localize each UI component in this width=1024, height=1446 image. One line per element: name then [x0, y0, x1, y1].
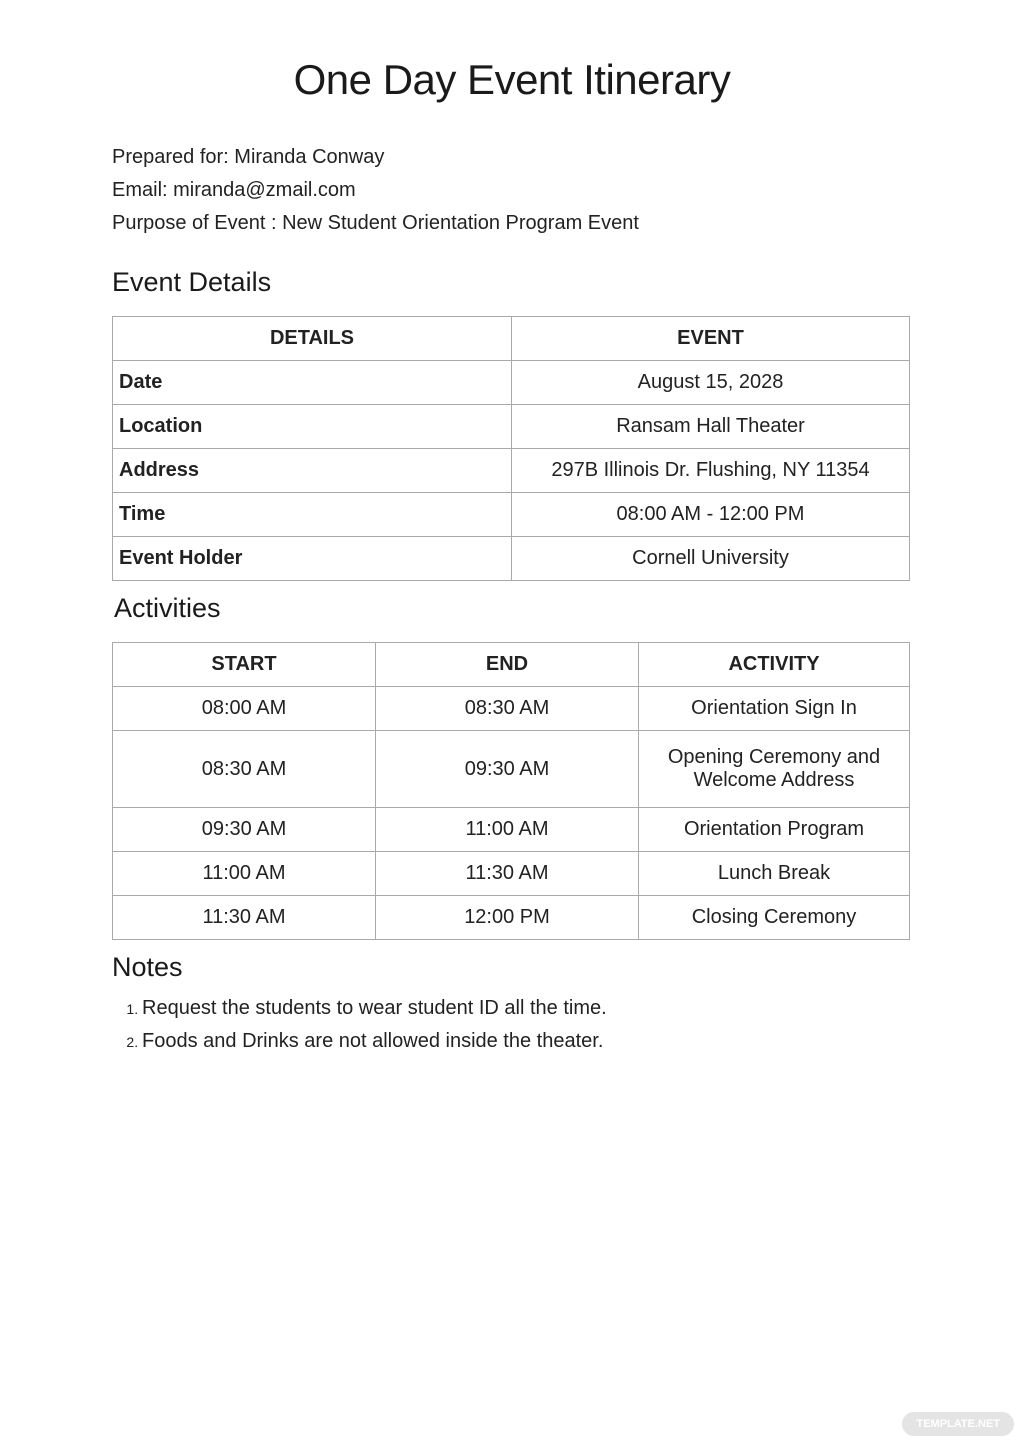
- note-item: 2. Foods and Drinks are not allowed inside the theater.: [142, 1025, 607, 1058]
- table-row: [113, 731, 910, 808]
- table-row: [113, 493, 910, 537]
- purpose: Purpose of Event : New Student Orientation Program Event: [112, 212, 639, 234]
- detail-label: Date: [113, 361, 512, 405]
- table-row: [113, 361, 910, 405]
- event-details-table: [112, 316, 910, 581]
- activity-name: Orientation Program: [639, 808, 910, 852]
- table-header-row: [113, 317, 910, 361]
- table-row: [113, 808, 910, 852]
- column-header: START: [113, 643, 376, 687]
- end-time: 11:00 AM: [376, 808, 639, 852]
- watermark-logo: TEMPLATE.NET: [902, 1412, 1014, 1436]
- notes-list: [112, 992, 607, 1058]
- prepared-for: Prepared for: Miranda Conway: [112, 146, 385, 168]
- activities-table: [112, 642, 910, 940]
- table-header-row: [113, 643, 910, 687]
- end-time: 09:30 AM: [376, 731, 639, 808]
- detail-label: Location: [113, 405, 512, 449]
- detail-label: Time: [113, 493, 512, 537]
- detail-value: 297B Illinois Dr. Flushing, NY 11354: [512, 449, 910, 493]
- activities-heading: Activities: [114, 593, 221, 623]
- column-header: END: [376, 643, 639, 687]
- start-time: 08:00 AM: [113, 687, 376, 731]
- table-row: [113, 537, 910, 581]
- table-row: [113, 405, 910, 449]
- note-item: 1. Request the students to wear student ID all the time.: [142, 992, 607, 1025]
- table-row: [113, 896, 910, 940]
- end-time: 08:30 AM: [376, 687, 639, 731]
- detail-value: August 15, 2028: [512, 361, 910, 405]
- table-row: [113, 449, 910, 493]
- detail-label: Address: [113, 449, 512, 493]
- start-time: 09:30 AM: [113, 808, 376, 852]
- start-time: 11:00 AM: [113, 852, 376, 896]
- activity-name: Orientation Sign In: [639, 687, 910, 731]
- table-row: [113, 852, 910, 896]
- event-details-heading: Event Details: [112, 267, 272, 297]
- end-time: 11:30 AM: [376, 852, 639, 896]
- activity-name: Closing Ceremony: [639, 896, 910, 940]
- detail-value: Cornell University: [512, 537, 910, 581]
- detail-value: 08:00 AM - 12:00 PM: [512, 493, 910, 537]
- activity-name: Lunch Break: [639, 852, 910, 896]
- email: Email: miranda@zmail.com: [112, 179, 356, 201]
- activity-name: Opening Ceremony and Welcome Address: [639, 731, 910, 808]
- notes-heading: Notes: [112, 952, 183, 982]
- detail-label: Event Holder: [113, 537, 512, 581]
- start-time: 08:30 AM: [113, 731, 376, 808]
- start-time: 11:30 AM: [113, 896, 376, 940]
- end-time: 12:00 PM: [376, 896, 639, 940]
- table-row: [113, 687, 910, 731]
- page-title: One Day Event Itinerary: [293, 56, 731, 103]
- column-header: DETAILS: [113, 317, 512, 361]
- column-header: ACTIVITY: [639, 643, 910, 687]
- detail-value: Ransam Hall Theater: [512, 405, 910, 449]
- column-header: EVENT: [512, 317, 910, 361]
